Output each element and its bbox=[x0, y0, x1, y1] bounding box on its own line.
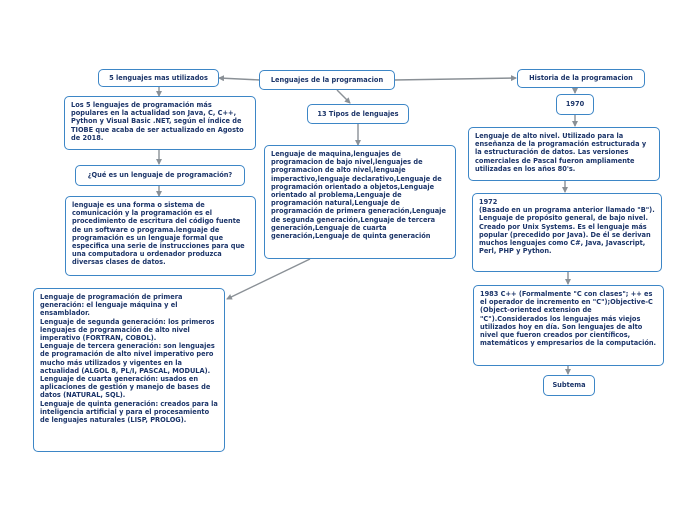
cpp-1983-node[interactable]: 1983 C++ (Formalmente "C con clases"; ++ es el operador de incremento en "C");Objective-C (Object-oriented extension de "C").Considerados los lenguajes más viejos utilizados hoy en día. Son lenguajes de alto nivel que fueron creados por científicos, matemáticos y empresarios de la computación. bbox=[473, 285, 664, 366]
root-node[interactable]: Lenguajes de la programacion bbox=[259, 70, 395, 90]
subtopic-node[interactable]: Subtema bbox=[543, 375, 595, 396]
c-1972-node[interactable]: 1972 (Basado en un programa anterior llamado "B"). Lenguaje de propósito general, de bajo nivel. Creado por Unix Systems. Es el lenguaje más popular (precedido por Java). De él se derivan muchos lenguajes como C#, Java, Javascript, Perl, PHP y Python. bbox=[472, 193, 662, 272]
answer-node[interactable]: lenguaje es una forma o sistema de comunicación y la programación es el procedimiento de escritura del código fuente de un software o programa.lenguaje de programación es un lenguaje formal que especifica una serie de instrucciones para que una computadora u ordenador produzca diversas clases de datos. bbox=[65, 196, 256, 276]
five-languages-node[interactable]: 5 lenguajes mas utilizados bbox=[98, 69, 219, 87]
question-node[interactable]: ¿Qué es un lenguaje de programación? bbox=[75, 165, 245, 186]
high-level-language-node[interactable]: Lenguaje de alto nivel. Utilizado para la enseñanza de la programación estructurada y la estructuración de datos. Las versiones comerciales de Pascal fueron ampliamente utilizadas en los años 80's. bbox=[468, 127, 660, 181]
five-languages-description-node[interactable]: Los 5 lenguajes de programación más populares en la actualidad son Java, C, C++, Python y Visual Basic .NET, según el índice de TIOBE que acaba de ser actualizado en Agosto de 2018. bbox=[64, 96, 256, 150]
types-node[interactable]: 13 Tipos de lenguajes bbox=[307, 104, 409, 124]
year-1970-node[interactable]: 1970 bbox=[556, 94, 594, 115]
history-node[interactable]: Historia de la programacion bbox=[517, 69, 645, 88]
types-list-node[interactable]: Lenguaje de maquina,lenguajes de programacion de bajo nivel,lenguajes de programacion de alto nivel,lenguaje imperactivo,lenguaje declarativo,Lenguaje de programación orientado a objetos,Lenguaje orientado al problema,Lenguaje de programación natural,Lenguaje de programación de primera generación,Lenguaje de segunda generación,Lenguaje de tercera generación,Lenguaje de cuarta generación,Lenguaje de quinta generación bbox=[264, 145, 456, 259]
edge-root-five bbox=[219, 78, 260, 80]
edge-root-history bbox=[394, 78, 516, 80]
generations-node[interactable]: Lenguaje de programación de primera generación: el lenguaje máquina y el ensamblador. Lenguaje de segunda generación: los primeros lenguajes de programación de alto nivel imperativo (FORTRAN, COBOL). Lenguaje de tercera generación: son lenguajes de programación de alto nivel imperativo pero mucho más utilizados y vigentes en la actualidad (ALGOL 8, PL/I, PASCAL, MODULA). Lenguaje de cuarta generación: usados en aplicaciones de gestión y manejo de bases de datos (NATURAL, SQL). Lenguaje de quinta generación: creados para la inteligencia artificial y para el procesamiento de lenguajes naturales (LISP, PROLOG). bbox=[33, 288, 225, 452]
edge-root-types bbox=[337, 90, 350, 103]
